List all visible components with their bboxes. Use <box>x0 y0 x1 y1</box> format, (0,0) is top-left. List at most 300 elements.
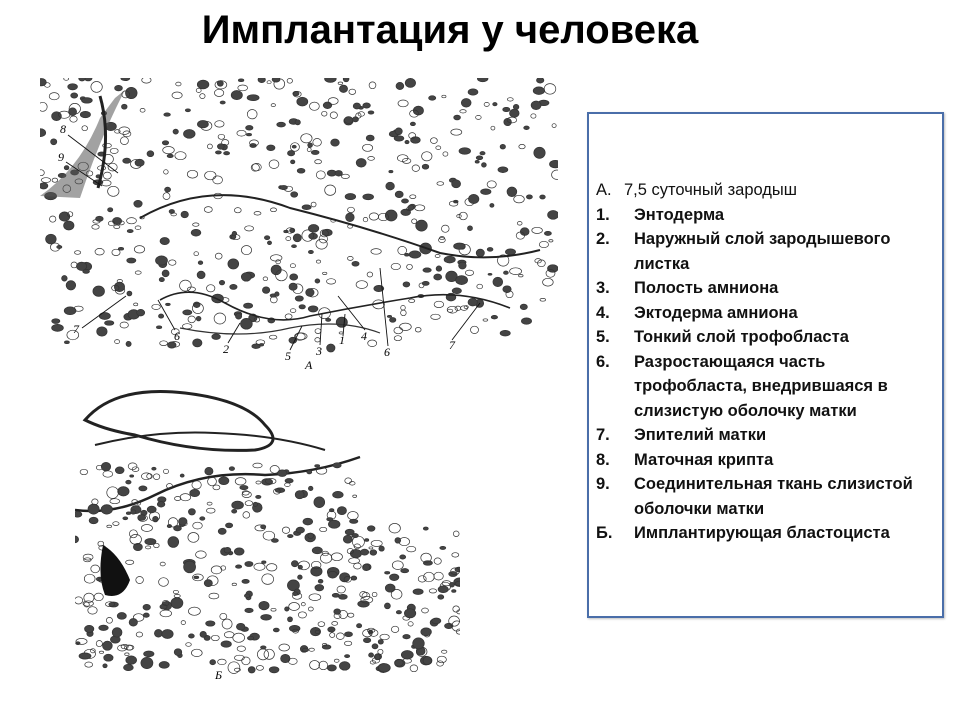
legend-marker: 8. <box>596 450 610 469</box>
tissue-cell <box>228 259 239 269</box>
tissue-cell <box>258 78 265 83</box>
tissue-cell <box>488 273 492 275</box>
tissue-cell <box>208 477 217 486</box>
tissue-cell <box>253 502 257 506</box>
tissue-cell <box>40 183 48 189</box>
legend-text: Полость амниона <box>634 279 779 297</box>
tissue-cell <box>369 213 378 220</box>
tissue-cell <box>46 234 57 244</box>
tissue-cell <box>345 529 354 535</box>
tissue-cell <box>540 195 546 199</box>
legend-item <box>596 325 936 350</box>
tissue-cell <box>173 129 178 134</box>
tissue-cell <box>333 491 344 498</box>
tissue-cell <box>299 305 305 309</box>
tissue-cell <box>52 178 58 182</box>
tissue-cell <box>358 601 370 607</box>
tissue-cell <box>75 536 79 543</box>
tissue-cell <box>262 574 274 585</box>
figure-a-label: 6 <box>174 329 180 343</box>
tissue-cell <box>107 525 112 528</box>
tissue-cell <box>539 241 548 247</box>
tissue-cell <box>219 280 224 285</box>
tissue-cell <box>423 268 431 272</box>
legend-marker: 3. <box>596 279 610 297</box>
tissue-cell <box>328 98 338 105</box>
tissue-cell <box>337 586 345 593</box>
tissue-cell <box>333 463 341 468</box>
tissue-cell <box>172 92 182 99</box>
tissue-cell <box>101 462 110 471</box>
tissue-cell <box>395 128 402 135</box>
tissue-cell <box>400 555 406 559</box>
tissue-cell <box>422 152 432 161</box>
legend-text: Энтодерма <box>634 205 725 224</box>
figure-a-label: 9 <box>58 150 64 164</box>
tissue-cell <box>434 558 441 564</box>
tissue-cell <box>261 615 272 621</box>
tissue-cell <box>437 182 444 186</box>
tissue-cell <box>295 491 304 499</box>
tissue-cell <box>236 565 242 568</box>
tissue-cell <box>459 148 471 155</box>
legend-marker: 5. <box>596 328 610 346</box>
tissue-cell <box>387 315 391 317</box>
tissue-cell <box>503 107 510 111</box>
tissue-cell <box>214 89 223 96</box>
tissue-cell <box>143 604 150 610</box>
tissue-cell <box>188 509 195 515</box>
tissue-cell <box>291 192 298 198</box>
tissue-cell <box>257 649 268 660</box>
tissue-cell <box>51 139 57 145</box>
tissue-cell <box>434 301 444 307</box>
tissue-cell <box>308 250 313 253</box>
legend-marker: 4. <box>596 303 610 322</box>
tissue-cell <box>247 636 253 640</box>
tissue-cell <box>224 547 231 553</box>
tissue-cell <box>139 486 147 491</box>
tissue-cell <box>77 262 87 270</box>
tissue-cell <box>307 470 312 474</box>
tissue-cell <box>451 129 462 135</box>
tissue-cell <box>391 263 400 269</box>
tissue-cell <box>79 78 86 81</box>
tissue-cell <box>136 577 144 584</box>
tissue-cell <box>197 271 205 279</box>
tissue-cell <box>103 641 113 650</box>
tissue-cell <box>315 465 320 468</box>
tissue-cell <box>196 551 207 558</box>
tissue-cell <box>295 120 300 125</box>
tissue-cell <box>452 553 459 557</box>
tissue-cell <box>423 561 432 566</box>
tissue-cell <box>416 220 428 231</box>
tissue-cell <box>344 117 353 124</box>
tissue-cell <box>298 575 303 579</box>
tissue-cell <box>52 324 64 331</box>
tissue-cell <box>544 84 556 95</box>
tissue-cell <box>390 318 396 323</box>
tissue-cell <box>245 501 253 506</box>
tissue-cell <box>443 152 448 156</box>
tissue-cell <box>285 607 289 611</box>
legend-item <box>596 423 936 448</box>
tissue-cell <box>453 531 459 537</box>
legend-marker: 6. <box>596 352 610 371</box>
tissue-cell <box>348 613 354 617</box>
tissue-cell <box>394 336 401 341</box>
tissue-cell <box>483 319 488 321</box>
tissue-cell <box>403 635 410 639</box>
tissue-cell <box>322 111 327 116</box>
tissue-cell <box>345 655 350 658</box>
tissue-cell <box>461 99 471 108</box>
tissue-cell <box>64 221 74 230</box>
tissue-cell <box>424 572 435 582</box>
tissue-cell <box>196 88 201 92</box>
tissue-cell <box>114 225 120 229</box>
tissue-cell <box>350 519 358 523</box>
figure-a-drawing <box>40 78 558 378</box>
tissue-cell <box>117 613 126 620</box>
tissue-cell <box>204 207 212 213</box>
tissue-cell <box>357 624 362 628</box>
tissue-cell <box>156 326 161 329</box>
tissue-cell <box>145 546 150 549</box>
tissue-cell <box>238 85 248 91</box>
tissue-cell <box>64 166 69 170</box>
tissue-cell <box>165 187 171 192</box>
tissue-cell <box>396 611 401 614</box>
tissue-cell <box>353 103 360 109</box>
tissue-cell <box>252 163 261 170</box>
tissue-cell <box>89 517 98 524</box>
tissue-cell <box>256 481 261 484</box>
tissue-cell <box>129 530 137 538</box>
tissue-cell <box>295 296 303 301</box>
tissue-cell <box>431 138 438 144</box>
tissue-cell <box>543 278 554 286</box>
tissue-cell <box>315 160 322 164</box>
tissue-cell <box>412 219 417 224</box>
tissue-cell <box>245 562 253 567</box>
legend-marker: Б. <box>596 524 613 542</box>
tissue-cell <box>316 239 327 249</box>
tissue-cell <box>270 208 276 212</box>
tissue-cell <box>396 82 404 89</box>
tissue-cell <box>64 307 76 315</box>
tissue-cell <box>263 277 268 281</box>
legend-item <box>596 203 936 228</box>
tissue-cell <box>500 330 510 336</box>
tissue-cell <box>243 512 250 519</box>
tissue-cell <box>123 517 128 520</box>
tissue-cell <box>96 216 104 221</box>
tissue-cell <box>286 237 291 241</box>
tissue-cell <box>309 648 314 651</box>
tissue-cell <box>339 85 347 92</box>
tissue-cell <box>316 171 325 179</box>
tissue-cell <box>320 527 327 531</box>
tissue-cell <box>370 550 377 556</box>
tissue-cell <box>302 205 311 210</box>
tissue-cell <box>231 91 242 100</box>
slide-title: Имплантация у человека <box>201 8 699 52</box>
tissue-cell <box>510 109 520 117</box>
tissue-cell <box>247 110 257 119</box>
legend-text: Наружный слой зародышевого листка <box>634 230 891 273</box>
tissue-cell <box>130 534 142 544</box>
tissue-cell <box>422 164 429 169</box>
tissue-cell <box>267 564 277 571</box>
tissue-cell <box>248 667 255 673</box>
tissue-cell <box>192 481 201 489</box>
tissue-cell <box>476 249 484 257</box>
tissue-cell <box>136 632 142 637</box>
tissue-cell <box>480 152 485 155</box>
legend-text: Соединительная ткань слизистой оболочки матки <box>634 475 913 518</box>
tissue-cell <box>367 272 373 277</box>
implantation-figure-b <box>75 375 460 685</box>
tissue-cell <box>184 561 196 573</box>
tissue-cell <box>500 144 505 149</box>
tissue-cell <box>279 644 290 651</box>
tissue-cell <box>292 245 297 248</box>
tissue-cell <box>205 171 216 180</box>
tissue-cell <box>211 566 222 574</box>
tissue-cell <box>128 463 137 470</box>
tissue-cell <box>141 657 153 668</box>
tissue-cell <box>103 471 113 477</box>
tissue-cell <box>269 160 279 169</box>
tissue-cell <box>308 306 318 312</box>
tissue-cell <box>323 272 327 274</box>
tissue-cell <box>245 226 254 231</box>
tissue-cell <box>439 238 446 243</box>
tissue-cell <box>127 291 132 296</box>
tissue-cell <box>88 607 97 614</box>
tissue-cell <box>127 218 137 224</box>
tissue-cell <box>95 248 104 255</box>
tissue-cell <box>224 152 230 155</box>
tissue-cell <box>229 467 234 471</box>
tissue-cell <box>349 89 356 94</box>
tissue-cell <box>308 607 313 611</box>
tissue-cell <box>389 170 393 172</box>
tissue-cell <box>91 82 102 93</box>
tissue-cell <box>285 483 291 487</box>
tissue-cell <box>110 148 118 153</box>
tissue-cell <box>391 626 398 632</box>
tissue-cell <box>540 298 546 301</box>
tissue-cell <box>103 172 111 179</box>
tissue-cell <box>126 512 131 515</box>
tissue-cell <box>384 603 390 609</box>
tissue-cell <box>171 598 183 609</box>
tissue-cell <box>168 518 178 527</box>
tissue-cell <box>453 606 460 612</box>
tissue-cell <box>221 641 231 647</box>
tissue-cell <box>264 649 274 659</box>
tissue-cell <box>127 230 133 233</box>
tissue-cell <box>75 597 83 604</box>
tissue-cell <box>188 533 199 543</box>
tissue-cell <box>152 467 156 470</box>
tissue-cell <box>285 479 293 483</box>
tissue-cell <box>228 662 240 674</box>
tissue-cell <box>159 314 164 318</box>
tissue-cell <box>218 528 226 534</box>
tissue-cell <box>521 318 531 324</box>
tissue-cell <box>137 309 145 316</box>
tissue-cell <box>363 103 371 108</box>
tissue-cell <box>232 231 237 235</box>
tissue-cell <box>533 87 544 95</box>
tissue-cell <box>94 593 103 601</box>
tissue-cell <box>82 98 93 104</box>
tissue-cell <box>303 518 313 525</box>
tissue-cell <box>273 628 279 632</box>
tissue-cell <box>311 150 319 154</box>
tissue-cell <box>440 546 446 549</box>
tissue-cell <box>92 225 99 230</box>
tissue-cell <box>110 499 120 504</box>
legend-marker: 7. <box>596 426 610 444</box>
figure-a-label: 2 <box>223 342 229 356</box>
figure-a-number-labels <box>58 122 456 363</box>
tissue-cell <box>408 205 414 210</box>
tissue-cell <box>104 654 113 661</box>
tissue-cell <box>431 314 441 319</box>
tissue-cell <box>159 278 164 282</box>
tissue-cell <box>455 306 461 310</box>
tissue-cell <box>482 163 487 168</box>
tissue-cell <box>379 664 391 673</box>
tissue-cell <box>336 633 344 640</box>
tissue-cell <box>207 144 212 149</box>
tissue-cell <box>550 160 559 168</box>
tissue-cell <box>52 112 62 121</box>
tissue-cell <box>71 93 78 98</box>
tissue-cell <box>548 265 559 273</box>
tissue-cell <box>122 104 128 109</box>
tissue-cell <box>366 135 374 141</box>
tissue-cell <box>526 195 532 199</box>
tissue-cell <box>200 631 206 637</box>
tissue-cell <box>260 344 264 347</box>
tissue-cell <box>435 254 440 257</box>
tissue-cell <box>233 633 245 642</box>
tissue-cell <box>186 643 192 647</box>
tissue-cell <box>185 109 190 112</box>
tissue-cell <box>147 151 154 157</box>
tissue-cell <box>356 159 366 168</box>
tissue-cell <box>162 270 169 277</box>
tissue-cell <box>413 589 423 595</box>
tissue-cell <box>371 540 382 546</box>
tissue-cell <box>99 313 110 320</box>
tissue-cell <box>459 262 467 269</box>
tissue-cell <box>290 274 298 280</box>
tissue-cell <box>469 194 479 203</box>
tissue-cell <box>338 82 343 85</box>
tissue-cell <box>194 576 199 579</box>
legend-marker: 9. <box>596 475 610 493</box>
tissue-cell <box>422 281 429 285</box>
tissue-cell <box>142 78 151 83</box>
tissue-cell <box>436 146 441 150</box>
tissue-cell <box>288 535 294 538</box>
tissue-cell <box>309 594 321 601</box>
tissue-cell <box>434 572 443 580</box>
tissue-cell <box>213 485 220 490</box>
tissue-cell <box>339 594 348 599</box>
tissue-cell <box>398 100 408 107</box>
tissue-cell <box>378 640 383 645</box>
tissue-cell <box>524 126 530 130</box>
tissue-cell <box>183 310 192 315</box>
tissue-cell <box>187 287 195 292</box>
tissue-cell <box>241 273 251 282</box>
tissue-cell <box>410 122 415 126</box>
tissue-cell <box>343 78 349 82</box>
tissue-cell <box>353 495 357 497</box>
tissue-cell <box>287 78 292 83</box>
tissue-cell <box>129 619 137 627</box>
tissue-cell <box>301 134 312 143</box>
tissue-cell <box>245 608 253 612</box>
tissue-cell <box>179 518 187 526</box>
tissue-cell <box>238 79 244 82</box>
tissue-cell <box>537 78 544 83</box>
tissue-cell <box>517 222 522 226</box>
tissue-cell <box>305 533 316 542</box>
tissue-cell <box>126 341 131 346</box>
tissue-cell <box>477 78 488 82</box>
tissue-cell <box>230 284 237 289</box>
tissue-cell <box>326 318 331 321</box>
legend-text: Маточная крипта <box>634 450 774 469</box>
tissue-cell <box>481 189 491 195</box>
tissue-cell <box>200 517 205 521</box>
tissue-cell <box>212 334 221 340</box>
tissue-cell <box>452 180 461 188</box>
tissue-cell <box>206 621 215 626</box>
tissue-cell <box>180 474 184 477</box>
figure-a-label: 8 <box>60 122 66 136</box>
tissue-cell <box>144 651 154 657</box>
tissue-cell <box>193 339 202 347</box>
tissue-cell <box>315 338 320 342</box>
tissue-cell <box>423 527 428 530</box>
tissue-cell <box>378 649 383 654</box>
legend-item <box>596 350 936 424</box>
tissue-cell <box>514 195 525 203</box>
tissue-cell <box>410 665 418 672</box>
tissue-cell <box>91 565 100 573</box>
tissue-cell <box>242 657 250 665</box>
tissue-cell <box>349 558 360 564</box>
tissue-cell <box>507 187 517 197</box>
tissue-cell <box>75 511 82 517</box>
tissue-cell <box>197 121 208 128</box>
tissue-cell <box>50 216 56 222</box>
tissue-cell <box>246 133 251 136</box>
tissue-cell <box>217 144 224 150</box>
figure-b-tissue-texture <box>75 462 460 673</box>
tissue-cell <box>306 289 314 297</box>
